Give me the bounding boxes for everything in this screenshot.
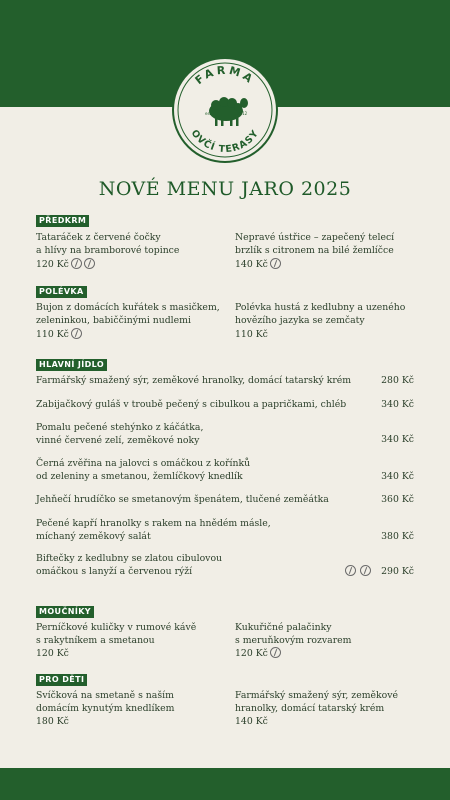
allergen-icon: [71, 328, 82, 339]
predkrm-item-1: Tataráček z červené čočky a hlívy na bramborové topince: [36, 232, 180, 256]
polevka-item-2: Polévka hustá z kedlubny a uzeného hovězího jazyka se zemčaty: [235, 302, 406, 326]
section-polevka: POLÉVKA: [36, 286, 87, 298]
hlavni-price-6: 380 Kč: [381, 531, 414, 542]
allergen-icon: [360, 565, 371, 576]
section-predkrm: PŘEDKRM: [36, 215, 89, 227]
hlavni-price-7: 290 Kč: [343, 565, 414, 578]
allergen-icon: [270, 258, 281, 269]
moucniky-item-2: Kukuřičné palačinky s meruňkovým rozvarem: [235, 622, 352, 646]
logo-est: est.: [205, 111, 213, 116]
farm-logo: [172, 57, 278, 163]
section-moucniky: MOUČNÍKY: [36, 606, 94, 618]
hlavni-price-2: 340 Kč: [381, 399, 414, 410]
moucniky-price-2: 120 Kč: [235, 647, 281, 660]
hlavni-price-4: 340 Kč: [381, 471, 414, 482]
menu-title: NOVÉ MENU JARO 2025: [98, 178, 352, 200]
predkrm-price-1: 120 Kč: [36, 258, 95, 271]
logo-top-text: FARMA: [192, 63, 258, 88]
allergen-icon: [84, 258, 95, 269]
deti-price-1: 180 Kč: [36, 716, 69, 727]
bottom-band: [0, 768, 450, 800]
allergen-icon: [345, 565, 356, 576]
moucniky-price-1: 120 Kč: [36, 648, 69, 659]
polevka-item-1: Bujon z domácích kuřátek s masičkem, zeleninkou, babiččinými nudlemi: [36, 302, 220, 326]
hlavni-item-1: Farmářský smažený sýr, zeměkové hranolky, domácí tatarský krém: [36, 375, 352, 386]
deti-item-2: Farmářský smažený sýr, zeměkové hranolky, domácí tatarský krém: [235, 690, 399, 714]
moucniky-item-1: Perníčkové kuličky v rumové kávě s rakytníkem a smetanou: [36, 622, 197, 646]
hlavni-item-4: Černá zvěřina na jalovci s omáčkou z kořínků od zeleniny a smetanou, žemlíčkový knedlík: [36, 458, 251, 482]
hlavni-item-3: Pomalu pečené stehýnko z káčátka, vinné červené zelí, zeměkové noky: [36, 422, 204, 446]
hlavni-item-6: Pečené kapří hranolky s rakem na hnědém másle, míchaný zeměkový salát: [36, 518, 271, 542]
section-hlavni: HLAVNÍ JÍDLO: [36, 359, 107, 371]
section-deti: PRO DĚTI: [36, 674, 87, 686]
deti-item-1: Svíčková na smetaně s naším domácím kynutým knedlíkem: [36, 690, 175, 714]
predkrm-price-2: 140 Kč: [235, 258, 281, 271]
logo-year: 2012: [237, 111, 248, 116]
hlavni-item-7: Biftečky z kedlubny se zlatou cibulovou omáčkou s lanyží a červenou rýží: [36, 553, 223, 577]
logo-bottom-text: OVČÍ TERASY: [188, 127, 262, 156]
polevka-price-2: 110 Kč: [235, 329, 268, 340]
hlavni-price-5: 360 Kč: [381, 494, 414, 505]
polevka-price-1: 110 Kč: [36, 328, 82, 341]
deti-price-2: 140 Kč: [235, 716, 268, 727]
hlavni-item-2: Zabijačkový guláš v troubě pečený s cibulkou a papričkami, chléb: [36, 399, 347, 410]
allergen-icon: [270, 647, 281, 658]
hlavni-item-5: Jehňečí hrudíčko se smetanovým špenátem, tlučené zeměátka: [36, 494, 329, 505]
predkrm-item-2: Nepravé ústřice – zapečený telecí brzlík s citronem na bilé žemlíčce: [235, 232, 395, 256]
hlavni-price-1: 280 Kč: [381, 375, 414, 386]
allergen-icon: [71, 258, 82, 269]
hlavni-price-3: 340 Kč: [381, 434, 414, 445]
